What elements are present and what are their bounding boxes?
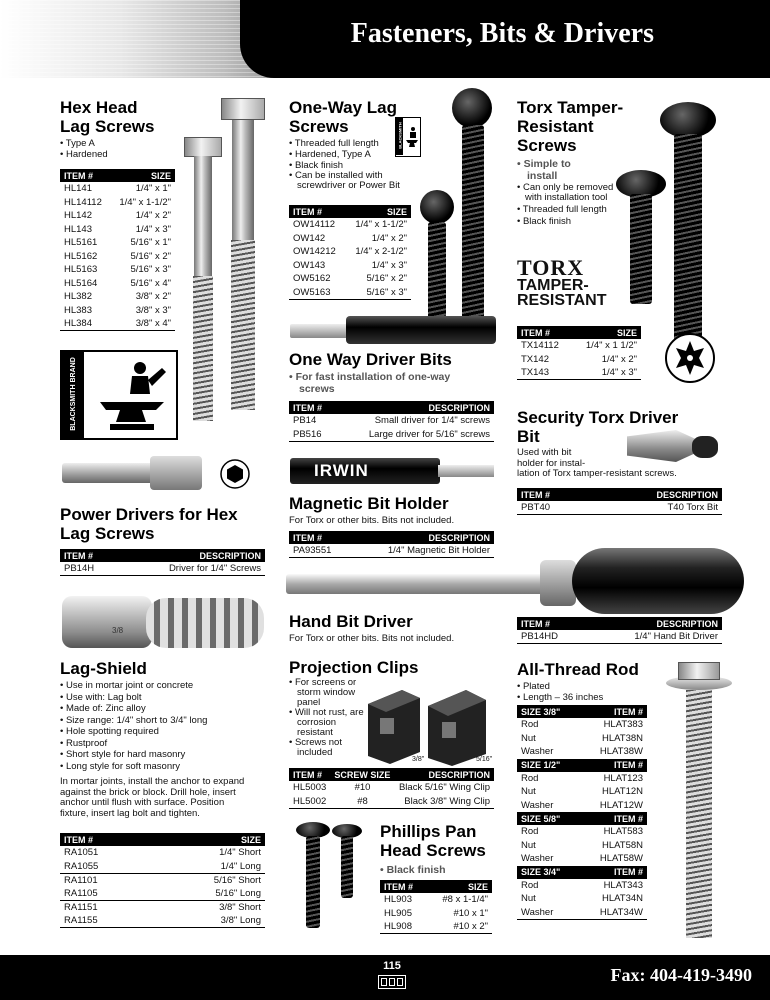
lag-shield-table bbox=[60, 833, 265, 928]
all-thread-table bbox=[517, 705, 647, 920]
bullet-item: • Size range: 1/4" short to 3/4" long bbox=[60, 715, 275, 727]
projection-clips-table bbox=[289, 768, 494, 809]
page-number: 115 bbox=[383, 960, 401, 972]
table-row: HL903 #8 x 1-1/4" bbox=[384, 894, 488, 906]
bullet-item: • Type A bbox=[60, 138, 240, 149]
torx-bullets bbox=[517, 183, 617, 227]
one-way-screw-large bbox=[462, 125, 484, 325]
col-header: DESCRIPTION bbox=[588, 488, 722, 501]
table-row: Rod HLAT583 bbox=[521, 826, 643, 838]
table-row: HL384 3/8" x 4" bbox=[60, 317, 175, 331]
driver-bit-sleeve bbox=[346, 316, 496, 344]
phillips-section bbox=[380, 822, 520, 876]
table-row: Nut HLAT38N bbox=[521, 732, 643, 744]
col-header: ITEM # bbox=[289, 768, 330, 781]
bullet-item: • Will not rust, are corrosion resistant bbox=[289, 708, 367, 738]
col-header: DESCRIPTION bbox=[335, 401, 494, 414]
hex-lag-title-1: Hex Head bbox=[60, 98, 138, 117]
bullet-item: • Hardened bbox=[60, 149, 240, 160]
torx-sub-2: install bbox=[527, 170, 558, 182]
table-row: HL5161 5/16" x 1" bbox=[64, 237, 171, 249]
all-thread-section bbox=[517, 660, 677, 703]
bullet-item: • Use with: Lag bolt bbox=[60, 692, 275, 704]
torx-brand-line-2: TAMPER- bbox=[517, 277, 589, 294]
torx-brand-line-3: RESISTANT bbox=[517, 292, 607, 309]
bullet-item: • Can only be removed with installation tool bbox=[517, 183, 617, 203]
bullet-item: • Hole spotting required bbox=[60, 726, 275, 738]
table-row: RA1151 3/8" Short bbox=[64, 901, 261, 913]
table-row: TX142 1/4" x 2" bbox=[521, 353, 637, 365]
table-row: RA1101 5/16" Short bbox=[64, 874, 261, 886]
bullet-item: • Plated bbox=[517, 681, 677, 692]
hand-driver-desc: For Torx or other bits. Bits not included. bbox=[289, 633, 455, 644]
security-torx-table bbox=[517, 488, 722, 515]
col-header: SIZE bbox=[571, 326, 641, 339]
one-way-screw-head-small bbox=[420, 190, 454, 224]
hex-bolt-shank-small bbox=[194, 156, 212, 276]
table-row: TX14112 1/4" x 1 1/2" bbox=[521, 340, 637, 352]
projection-clips-title: Projection Clips bbox=[289, 658, 419, 677]
table-row: HL5003 #10 Black 5/16" Wing Clip bbox=[293, 782, 490, 794]
col-header: ITEM # bbox=[517, 326, 571, 339]
col-header: DESCRIPTION bbox=[350, 531, 494, 544]
lag-shield-image bbox=[62, 596, 152, 648]
power-drivers-title-2: Lag Screws bbox=[60, 524, 155, 543]
bullet-item: • Length – 36 inches bbox=[517, 692, 677, 703]
table-row: Nut HLAT34N bbox=[521, 893, 643, 905]
group-header: SIZE 3/8" bbox=[517, 705, 579, 718]
security-torx-title-1: Security Torx Driver bbox=[517, 408, 679, 427]
hex-lag-title-2: Lag Screws bbox=[60, 117, 155, 136]
table-row: Washer HLAT34W bbox=[517, 906, 647, 920]
table-row: HL908 #10 x 2" bbox=[380, 920, 492, 934]
hand-driver-title: Hand Bit Driver bbox=[289, 612, 413, 631]
col-header: ITEM # bbox=[579, 812, 647, 825]
blacksmith-badge bbox=[60, 350, 178, 440]
table-row: HL5164 5/16" x 4" bbox=[64, 277, 171, 289]
table-row: OW5162 5/16" x 2" bbox=[293, 273, 407, 285]
magnetic-holder-desc: For Torx or other bits. Bits not included. bbox=[289, 515, 455, 526]
badge-text: BLACKSMITH BRAND bbox=[70, 357, 77, 431]
table-row: HL905 #10 x 1" bbox=[384, 907, 488, 919]
table-row: Washer HLAT38W bbox=[521, 746, 643, 758]
hand-driver-ferrule bbox=[540, 560, 576, 606]
security-torx-title-2: Bit bbox=[517, 427, 540, 446]
hex-bolt-shank-large bbox=[232, 120, 254, 240]
table-row: Rod HLAT383 bbox=[521, 719, 643, 731]
power-drivers-section bbox=[60, 505, 270, 543]
bullet-item: • Can be installed with screwdriver or Power Bit bbox=[289, 171, 409, 191]
group-header: SIZE 1/2" bbox=[517, 759, 579, 772]
driver-bits-sub-1: • For fast installation of one-way bbox=[289, 371, 451, 383]
driver-bits-title: One Way Driver Bits bbox=[289, 350, 452, 369]
mini-badge-text: BLACKSMITH bbox=[397, 122, 403, 149]
col-header: SIZE bbox=[426, 880, 492, 893]
page-title: Fasteners, Bits & Drivers bbox=[350, 18, 654, 49]
col-header: SIZE bbox=[110, 169, 175, 182]
hand-driver-table bbox=[517, 617, 722, 644]
power-drivers-title-1: Power Drivers for Hex bbox=[60, 505, 238, 524]
col-header: ITEM # bbox=[60, 833, 149, 846]
bullet-item: • For screens or storm window panel bbox=[289, 678, 367, 708]
group-header: SIZE 3/4" bbox=[517, 866, 579, 879]
table-row: OW14112 1/4" x 1-1/2" bbox=[293, 219, 407, 231]
hex-bolt-thread-small bbox=[193, 276, 213, 421]
group-header: SIZE 5/8" bbox=[517, 812, 579, 825]
bullet-item: • Made of: Zinc alloy bbox=[60, 703, 275, 715]
col-header: SIZE bbox=[149, 833, 265, 846]
fax-number: Fax: 404-419-3490 bbox=[610, 965, 752, 985]
one-way-lag-section bbox=[289, 98, 399, 136]
phillips-title-1: Phillips Pan bbox=[380, 822, 477, 841]
table-row: OW142 1/4" x 2" bbox=[293, 232, 407, 244]
table-row: HL142 1/4" x 2" bbox=[64, 210, 171, 222]
irwin-logo: IRWIN bbox=[314, 461, 369, 480]
driver-bits-section bbox=[289, 350, 509, 395]
torx-screw-large bbox=[674, 134, 702, 344]
lag-shield-ribs bbox=[146, 598, 264, 648]
table-row: Washer HLAT12W bbox=[521, 799, 643, 811]
table-row: PB516 Large driver for 5/16" screws bbox=[289, 428, 494, 442]
bullet-item: • Use in mortar joint or concrete bbox=[60, 680, 275, 692]
footer-logo-icon bbox=[378, 975, 406, 989]
table-row: PA93551 1/4" Magnetic Bit Holder bbox=[289, 544, 494, 558]
one-way-screw-head bbox=[452, 88, 492, 128]
phillips-title-2: Head Screws bbox=[380, 841, 486, 860]
hand-driver-handle bbox=[572, 548, 744, 614]
col-header: ITEM # bbox=[517, 488, 588, 501]
table-row: PB14HD 1/4" Hand Bit Driver bbox=[517, 630, 722, 644]
page-header bbox=[0, 0, 770, 78]
lag-shield-mark: 3/8 bbox=[112, 626, 124, 635]
hand-driver-shaft bbox=[286, 574, 556, 594]
projection-clips-section bbox=[289, 658, 489, 677]
bullet-item: • Hardened, Type A bbox=[289, 149, 409, 160]
col-header: SCREW SIZE bbox=[330, 768, 394, 781]
table-row: PBT40 T40 Torx Bit bbox=[517, 501, 722, 515]
bullet-item: • Screws not included bbox=[289, 738, 345, 758]
bullet-item: • Black finish bbox=[289, 160, 409, 171]
lag-shield-instructions: In mortar joints, install the anchor to expand against the brick or block. Drill hole, insert anchor until flush with surface. Position fixture, insert lag bolt and tighten. bbox=[60, 776, 245, 819]
col-header: ITEM # bbox=[579, 705, 647, 718]
table-row: PB14 Small driver for 1/4" screws bbox=[293, 415, 490, 427]
col-header: ITEM # bbox=[380, 880, 426, 893]
bullet-item: • Rustproof bbox=[60, 738, 275, 750]
driver-bits-table bbox=[289, 401, 494, 442]
table-row: RA1155 3/8" Long bbox=[60, 914, 265, 928]
rod-thread bbox=[686, 690, 712, 938]
one-way-lag-bullets bbox=[289, 138, 409, 191]
irwin-holder-shaft bbox=[438, 465, 494, 477]
table-row: Nut HLAT58N bbox=[521, 839, 643, 851]
table-row: TX143 1/4" x 3" bbox=[517, 366, 641, 380]
table-row: HL5002 #8 Black 3/8" Wing Clip bbox=[289, 795, 494, 809]
torx-sub-1: • Simple to bbox=[517, 158, 571, 170]
rod-nut bbox=[678, 662, 720, 680]
table-row: HL141 1/4" x 1" bbox=[64, 183, 171, 195]
lag-shield-section bbox=[60, 659, 275, 819]
anvil-icon bbox=[92, 358, 172, 434]
table-row: RA1055 1/4" Long bbox=[60, 860, 265, 874]
table-row: PB14H Driver for 1/4" Screws bbox=[60, 562, 265, 576]
table-row: HL5162 5/16" x 2" bbox=[64, 250, 171, 262]
col-header: ITEM # bbox=[579, 759, 647, 772]
hex-bolt-head-small bbox=[184, 137, 222, 157]
torx-title-3: Screws bbox=[517, 136, 577, 155]
bullet-item: • Short style for hard masonry bbox=[60, 749, 275, 761]
phillips-screw-2 bbox=[341, 836, 353, 898]
bullet-item: • Long style for soft masonry bbox=[60, 761, 275, 773]
hex-bolt-head-large bbox=[221, 98, 265, 120]
col-header: ITEM # bbox=[579, 866, 647, 879]
table-row: HL143 1/4" x 3" bbox=[64, 223, 171, 235]
driver-bit-shaft bbox=[290, 324, 350, 338]
table-row: Rod HLAT343 bbox=[521, 879, 643, 891]
hex-bolt-thread-large bbox=[231, 240, 255, 410]
one-way-lag-title-1: One-Way Lag bbox=[289, 98, 397, 117]
one-way-lag-table bbox=[289, 205, 411, 300]
hand-driver-section bbox=[289, 612, 509, 645]
magnetic-holder-title: Magnetic Bit Holder bbox=[289, 494, 449, 513]
torx-star-icon bbox=[664, 332, 716, 384]
torx-title-1: Torx Tamper- bbox=[517, 98, 624, 117]
table-row: OW143 1/4" x 3" bbox=[293, 259, 407, 271]
torx-brand-logo: TORX bbox=[517, 255, 585, 280]
table-row: OW5163 5/16" x 3" bbox=[289, 286, 411, 300]
col-header: SIZE bbox=[345, 205, 411, 218]
torx-screw-head-large bbox=[660, 102, 716, 138]
bullet-item: • Threaded full length bbox=[517, 205, 617, 215]
col-header: ITEM # bbox=[60, 169, 110, 182]
table-row: HL5163 5/16" x 3" bbox=[64, 264, 171, 276]
clip-label-a: 3/8" bbox=[412, 756, 425, 763]
col-header: DESCRIPTION bbox=[584, 617, 722, 630]
lag-shield-title: Lag-Shield bbox=[60, 659, 147, 678]
table-row: HL382 3/8" x 2" bbox=[64, 291, 171, 303]
col-header: ITEM # bbox=[517, 617, 584, 630]
bullet-item: • Black finish bbox=[517, 217, 617, 227]
lag-shield-bullets bbox=[60, 680, 275, 772]
table-row: Rod HLAT123 bbox=[521, 772, 643, 784]
magnetic-holder-table bbox=[289, 531, 494, 558]
torx-table bbox=[517, 326, 641, 380]
col-header: ITEM # bbox=[289, 401, 335, 414]
table-row: HL14112 1/4" x 1-1/2" bbox=[64, 196, 171, 208]
col-header: DESCRIPTION bbox=[117, 549, 265, 562]
clip-label-b: 5/16" bbox=[476, 756, 493, 763]
table-row: RA1051 1/4" Short bbox=[64, 847, 261, 859]
one-way-lag-title-2: Screws bbox=[289, 117, 349, 136]
table-row: RA1105 5/16" Long bbox=[60, 887, 265, 901]
projection-clips-image bbox=[362, 676, 502, 768]
table-row: HL383 3/8" x 3" bbox=[64, 304, 171, 316]
col-header: ITEM # bbox=[60, 549, 117, 562]
torx-title-2: Resistant bbox=[517, 117, 594, 136]
table-row: OW14212 1/4" x 2-1/2" bbox=[293, 246, 407, 258]
power-driver-socket bbox=[150, 456, 202, 490]
phillips-sub: • Black finish bbox=[380, 864, 446, 876]
col-header: ITEM # bbox=[289, 205, 345, 218]
phillips-screw-1 bbox=[306, 836, 320, 928]
hex-socket-icon bbox=[220, 459, 250, 489]
bullet-item: • Threaded full length bbox=[289, 138, 409, 149]
hex-lag-table bbox=[60, 169, 175, 331]
col-header: DESCRIPTION bbox=[395, 768, 494, 781]
torx-screw-small bbox=[630, 194, 652, 304]
all-thread-title: All-Thread Rod bbox=[517, 660, 639, 679]
driver-bits-sub-2: screws bbox=[299, 383, 335, 395]
power-drivers-table bbox=[60, 549, 265, 576]
all-thread-bullets bbox=[517, 681, 677, 703]
header-tab bbox=[240, 0, 300, 78]
magnetic-holder-section bbox=[289, 494, 509, 527]
phillips-table bbox=[380, 880, 492, 934]
table-row: Nut HLAT12N bbox=[521, 786, 643, 798]
projection-clips-bullets bbox=[289, 678, 367, 758]
col-header: ITEM # bbox=[289, 531, 350, 544]
security-torx-desc: Used with bit holder for instal- lation of Torx tamper-resistant screws. bbox=[517, 447, 677, 479]
table-row: Washer HLAT58W bbox=[521, 853, 643, 865]
